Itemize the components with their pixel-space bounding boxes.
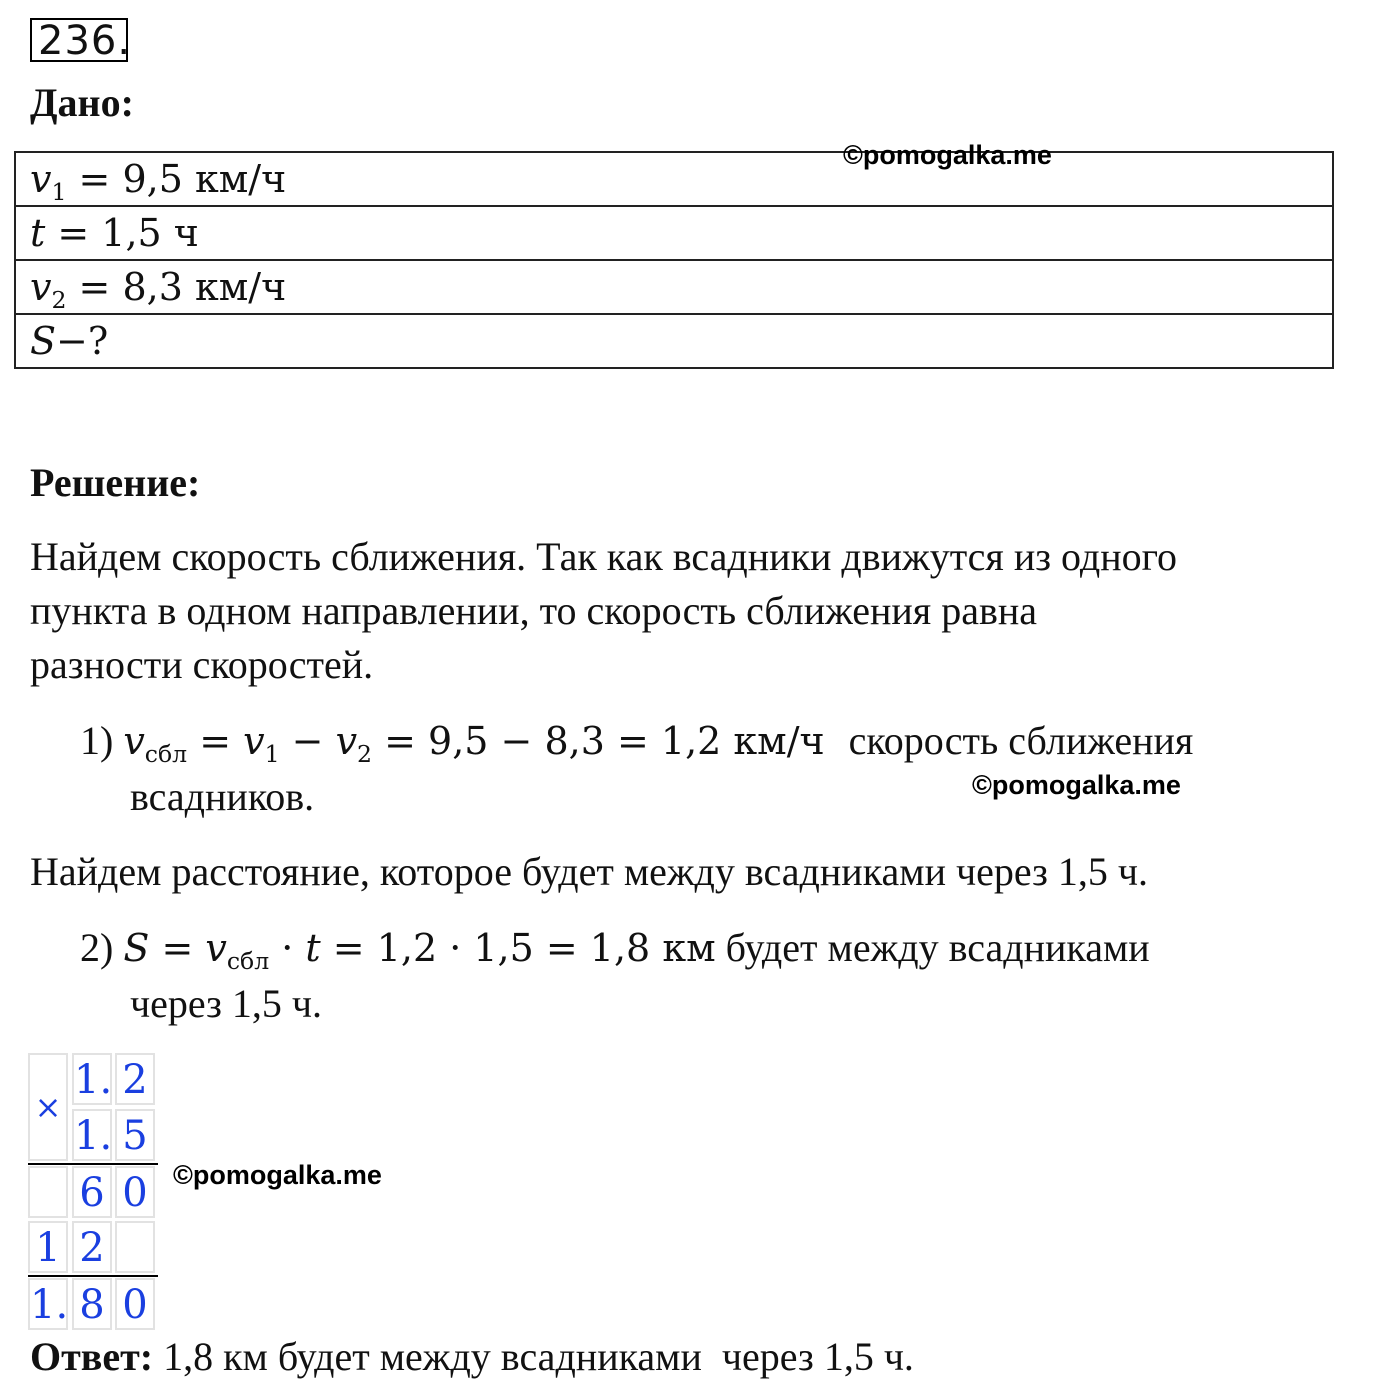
digit-cell: 8 bbox=[72, 1278, 112, 1330]
watermark: ©pomogalka.me bbox=[843, 140, 1052, 170]
given-value: = 9,5 км/ч bbox=[66, 157, 287, 201]
digit-cell: 0 bbox=[115, 1166, 155, 1218]
paragraph-line: Найдем расстояние, которое будет между всадниками через 1,5 ч. bbox=[30, 849, 1149, 894]
digit-cell bbox=[115, 1221, 155, 1273]
divider-line bbox=[28, 1163, 158, 1165]
answer-text: 1,8 км будет между всадниками через 1,5 ч. bbox=[153, 1334, 914, 1379]
given-var: S bbox=[30, 319, 57, 363]
digit-cell: 5 bbox=[115, 1109, 155, 1161]
step-formula: $S = v_{сбл} \cdot t = 1,2 \cdot 1,5 = 1,8$ км bbox=[123, 926, 716, 976]
step-formula: $v_{сбл} = v_1 - v_2 = 9,5 - 8,3 = 1,2$ км/ч bbox=[123, 719, 825, 769]
step-line2: через 1,5 ч. bbox=[130, 981, 323, 1026]
given-sub: 1 bbox=[51, 178, 67, 207]
answer-label: Ответ: bbox=[30, 1334, 154, 1379]
problem-number: 236. bbox=[30, 18, 128, 62]
paragraph-line: разности скоростей. bbox=[30, 642, 374, 687]
multiply-operator: × bbox=[28, 1053, 68, 1161]
given-row bbox=[15, 152, 1333, 206]
divider-line bbox=[28, 1275, 158, 1277]
given-row bbox=[15, 314, 1333, 368]
step-tail: будет между всадниками bbox=[715, 925, 1150, 970]
step-1 bbox=[80, 714, 1193, 768]
digit-cell bbox=[28, 1166, 68, 1218]
step-number: 1) bbox=[80, 718, 114, 763]
digit-cell: 2 bbox=[72, 1221, 112, 1273]
given-var: v bbox=[30, 157, 52, 201]
paragraph-line: пункта в одном направлении, то скорость сближения равна bbox=[30, 588, 1037, 633]
given-value: = 1,5 ч bbox=[45, 211, 199, 255]
given-heading: Дано: bbox=[30, 80, 134, 125]
answer bbox=[30, 1330, 914, 1384]
step-line2: всадников. bbox=[130, 774, 315, 819]
given-sub: 2 bbox=[51, 286, 67, 315]
step-2 bbox=[80, 921, 1150, 975]
solution-heading: Решение: bbox=[30, 460, 201, 505]
step-number: 2) bbox=[80, 925, 114, 970]
given-table bbox=[14, 151, 1334, 369]
given-value: = 8,3 км/ч bbox=[66, 265, 287, 309]
paragraph-line: Найдем скорость сближения. Так как всадники движутся из одного bbox=[30, 534, 1178, 579]
given-row bbox=[15, 206, 1333, 260]
watermark: ©pomogalka.me bbox=[972, 770, 1181, 800]
given-var: v bbox=[30, 265, 52, 309]
digit-cell: 1. bbox=[28, 1278, 68, 1330]
digit-cell: 1 bbox=[28, 1221, 68, 1273]
given-var: t bbox=[30, 211, 46, 255]
digit-cell: 6 bbox=[72, 1166, 112, 1218]
given-value: −? bbox=[56, 319, 109, 363]
given-row bbox=[15, 260, 1333, 314]
digit-cell: 2 bbox=[115, 1053, 155, 1105]
digit-cell: 1. bbox=[72, 1109, 112, 1161]
digit-cell: 1. bbox=[72, 1053, 112, 1105]
watermark: ©pomogalka.me bbox=[173, 1160, 382, 1190]
step-tail: скорость сближения bbox=[848, 718, 1194, 763]
digit-cell: 0 bbox=[115, 1278, 155, 1330]
